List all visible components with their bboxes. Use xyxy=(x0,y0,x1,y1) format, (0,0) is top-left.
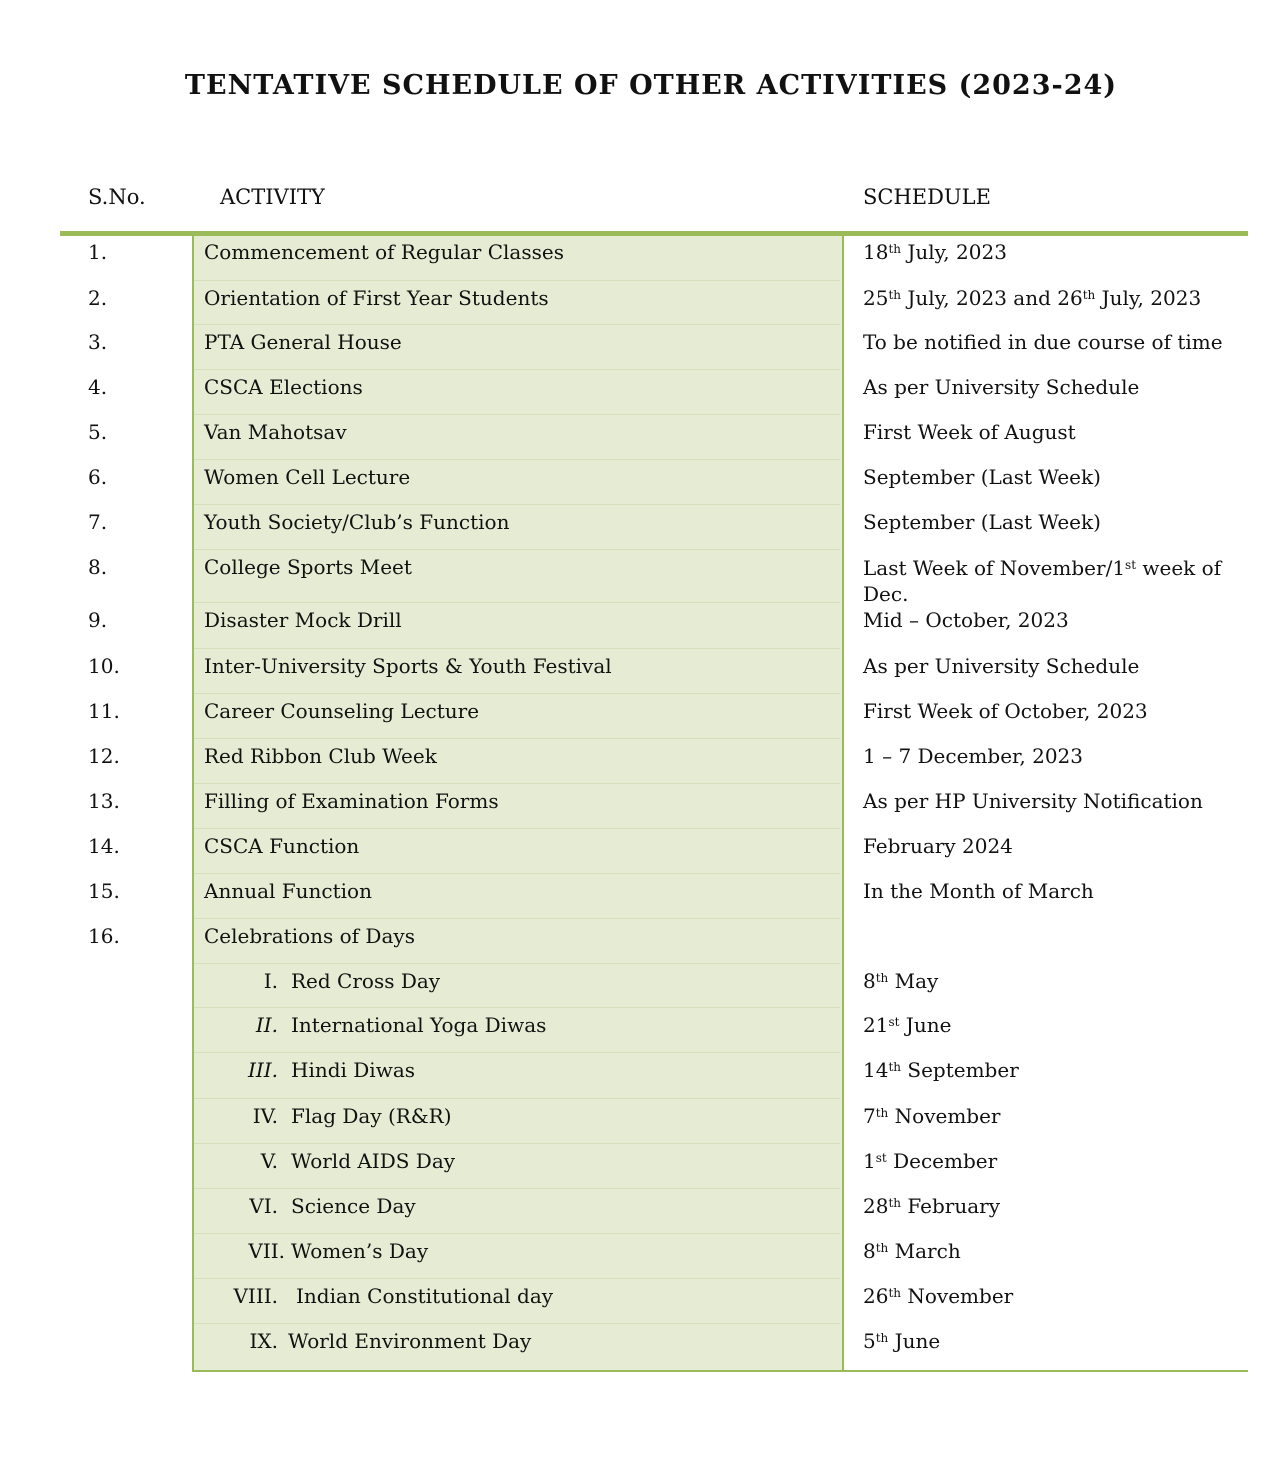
row-sno: 8. xyxy=(88,555,108,579)
row-separator xyxy=(194,1098,840,1099)
row-activity: Orientation of First Year Students xyxy=(204,286,549,310)
row-activity: Youth Society/Club’s Function xyxy=(204,510,510,534)
row-separator xyxy=(194,369,840,370)
row-schedule xyxy=(863,834,1013,858)
day-numeral: VII. xyxy=(248,1239,285,1263)
row-activity: CSCA Function xyxy=(204,834,360,858)
row-activity: Inter-University Sports & Youth Festival xyxy=(204,654,612,678)
ordinal-suffix: th xyxy=(875,1241,889,1255)
row-schedule xyxy=(863,330,1223,354)
schedule-text: First Week of October, 2023 xyxy=(863,699,1148,723)
row-separator xyxy=(194,414,840,415)
row-separator xyxy=(194,783,840,784)
row-activity: College Sports Meet xyxy=(204,555,412,579)
row-separator xyxy=(194,738,840,739)
row-schedule xyxy=(863,879,1094,903)
day-numeral: II. xyxy=(255,1013,278,1037)
header-activity: ACTIVITY xyxy=(220,185,325,209)
row-sno: 3. xyxy=(88,330,108,354)
row-separator xyxy=(194,1323,840,1324)
row-sno: 6. xyxy=(88,465,108,489)
schedule-text: In the Month of March xyxy=(863,879,1094,903)
schedule-text: As per HP University Notification xyxy=(863,789,1203,813)
schedule-text: 14 xyxy=(863,1058,889,1082)
row-separator xyxy=(194,648,840,649)
schedule-text: 5 xyxy=(863,1329,876,1353)
header-sno: S.No. xyxy=(88,185,146,209)
row-schedule xyxy=(863,240,1007,264)
schedule-text: February 2024 xyxy=(863,834,1013,858)
row-sno: 12. xyxy=(88,744,120,768)
schedule-text: September (Last Week) xyxy=(863,465,1101,489)
row-activity: Annual Function xyxy=(204,879,372,903)
row-activity: Career Counseling Lecture xyxy=(204,699,480,723)
row-sno: 2. xyxy=(88,286,108,310)
row-schedule xyxy=(863,608,1069,632)
row-sno: 9. xyxy=(88,608,108,632)
day-name: Science Day xyxy=(291,1194,416,1218)
row-activity: Filling of Examination Forms xyxy=(204,789,499,813)
day-name: World Environment Day xyxy=(288,1329,532,1353)
day-name: Hindi Diwas xyxy=(291,1058,416,1082)
day-name: Women’s Day xyxy=(291,1239,429,1263)
row-schedule xyxy=(863,286,1201,310)
row-schedule xyxy=(863,654,1139,678)
day-schedule xyxy=(863,1058,1019,1082)
page-title: TENTATIVE SCHEDULE OF OTHER ACTIVITIES (2023-24) xyxy=(184,70,1118,101)
schedule-text: 8 xyxy=(863,969,876,993)
row-sno: 5. xyxy=(88,420,108,444)
ordinal-suffix: th xyxy=(888,1196,902,1210)
schedule-text: September xyxy=(901,1058,1019,1082)
schedule-text: 18 xyxy=(863,240,889,264)
row-separator xyxy=(194,1143,840,1144)
row-sno: 4. xyxy=(88,375,108,399)
row-activity: Red Ribbon Club Week xyxy=(204,744,437,768)
day-schedule xyxy=(863,1329,940,1353)
ordinal-suffix: th xyxy=(875,1331,889,1345)
row-separator xyxy=(194,828,840,829)
row-activity: CSCA Elections xyxy=(204,375,363,399)
day-name: World AIDS Day xyxy=(291,1149,456,1173)
day-schedule xyxy=(863,969,938,993)
ordinal-suffix: th xyxy=(888,1286,902,1300)
schedule-text: March xyxy=(888,1239,961,1263)
row-separator xyxy=(194,324,840,325)
schedule-text: First Week of August xyxy=(863,420,1076,444)
schedule-text: June xyxy=(888,1329,941,1353)
row-sno: 10. xyxy=(88,654,120,678)
day-numeral: IV. xyxy=(252,1104,278,1128)
row-sno: 13. xyxy=(88,789,120,813)
schedule-text: 7 xyxy=(863,1104,876,1128)
row-activity: Celebrations of Days xyxy=(204,924,415,948)
row-schedule xyxy=(863,510,1101,534)
day-name: International Yoga Diwas xyxy=(291,1013,547,1037)
row-activity: Van Mahotsav xyxy=(204,420,347,444)
row-separator xyxy=(194,549,840,550)
row-schedule xyxy=(863,465,1101,489)
day-schedule xyxy=(863,1104,1001,1128)
row-schedule xyxy=(863,420,1076,444)
day-schedule xyxy=(863,1239,961,1263)
row-separator xyxy=(194,1278,840,1279)
ordinal-suffix: th xyxy=(888,288,902,302)
schedule-text: 21 xyxy=(863,1013,889,1037)
day-numeral: VI. xyxy=(249,1194,278,1218)
ordinal-suffix: st xyxy=(875,1151,887,1165)
row-separator xyxy=(194,280,840,281)
table-bottom-border xyxy=(192,1370,1248,1372)
row-schedule xyxy=(863,375,1139,399)
day-numeral: I. xyxy=(263,969,278,993)
row-separator xyxy=(194,693,840,694)
row-sno: 14. xyxy=(88,834,120,858)
schedule-text: December xyxy=(886,1149,998,1173)
ordinal-suffix: th xyxy=(888,242,902,256)
day-schedule xyxy=(863,1194,1000,1218)
row-schedule xyxy=(863,744,1083,768)
schedule-text: Last Week of November/1 xyxy=(863,556,1126,580)
day-schedule xyxy=(863,1013,951,1037)
ordinal-suffix: th xyxy=(875,1106,889,1120)
schedule-text: Mid – October, 2023 xyxy=(863,608,1069,632)
row-separator xyxy=(194,1007,840,1008)
day-schedule xyxy=(863,1284,1013,1308)
schedule-text: June xyxy=(899,1013,952,1037)
ordinal-suffix: th xyxy=(888,1060,902,1074)
schedule-text: 25 xyxy=(863,286,889,310)
row-activity: Commencement of Regular Classes xyxy=(204,240,564,264)
row-separator xyxy=(194,459,840,460)
ordinal-suffix: th xyxy=(875,971,889,985)
row-separator xyxy=(194,1233,840,1234)
row-activity: Women Cell Lecture xyxy=(204,465,411,489)
schedule-text: July, 2023 xyxy=(1095,286,1202,310)
row-separator xyxy=(194,963,840,964)
row-separator xyxy=(194,504,840,505)
header-schedule: SCHEDULE xyxy=(863,185,991,209)
row-separator xyxy=(194,1052,840,1053)
row-activity: PTA General House xyxy=(204,330,402,354)
row-separator xyxy=(194,918,840,919)
schedule-text: 1 xyxy=(863,1149,876,1173)
row-schedule xyxy=(863,555,1243,607)
row-activity: Disaster Mock Drill xyxy=(204,608,402,632)
row-sno: 1. xyxy=(88,240,108,264)
row-sno: 7. xyxy=(88,510,108,534)
schedule-text: May xyxy=(888,969,939,993)
ordinal-suffix: st xyxy=(888,1015,900,1029)
row-sno: 16. xyxy=(88,924,120,948)
row-separator xyxy=(194,602,840,603)
ordinal-suffix: st xyxy=(1125,558,1137,572)
schedule-text: July, 2023 xyxy=(901,240,1007,264)
day-schedule xyxy=(863,1149,997,1173)
schedule-text: 8 xyxy=(863,1239,876,1263)
schedule-text: As per University Schedule xyxy=(863,375,1140,399)
schedule-text: July, 2023 and 26 xyxy=(901,286,1083,310)
schedule-text: week of Dec. xyxy=(863,556,1222,606)
row-separator xyxy=(194,873,840,874)
day-numeral: VIII. xyxy=(233,1284,278,1308)
schedule-text: September (Last Week) xyxy=(863,510,1101,534)
day-name: Red Cross Day xyxy=(291,969,441,993)
schedule-text: To be notified in due course of time xyxy=(863,330,1223,354)
day-name: Flag Day (R&R) xyxy=(291,1104,452,1128)
row-schedule xyxy=(863,699,1148,723)
day-numeral: V. xyxy=(260,1149,278,1173)
day-name: Indian Constitutional day xyxy=(296,1284,554,1308)
ordinal-suffix: th xyxy=(1082,288,1096,302)
schedule-text: 26 xyxy=(863,1284,889,1308)
row-sno: 15. xyxy=(88,879,120,903)
schedule-text: As per University Schedule xyxy=(863,654,1140,678)
row-schedule xyxy=(863,789,1203,813)
schedule-text: November xyxy=(901,1284,1014,1308)
day-numeral: III. xyxy=(247,1058,278,1082)
schedule-text: February xyxy=(901,1194,1001,1218)
row-sno: 11. xyxy=(88,699,120,723)
schedule-text: 28 xyxy=(863,1194,889,1218)
schedule-text: 1 – 7 December, 2023 xyxy=(863,744,1084,768)
schedule-text: November xyxy=(888,1104,1001,1128)
day-numeral: IX. xyxy=(249,1329,278,1353)
row-separator xyxy=(194,1188,840,1189)
